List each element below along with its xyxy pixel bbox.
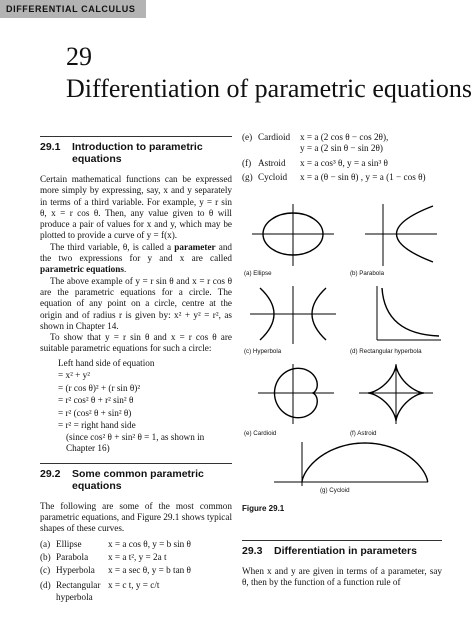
proof-line: = x² + y² — [58, 370, 90, 381]
curve-item: (b) Parabola x = a t², y = 2a t — [40, 551, 167, 562]
curve-item: (a) Ellipse x = a cos θ, y = b sin θ — [40, 538, 191, 549]
curve-item: (d) Rectangular x = c t, y = c/t — [40, 580, 160, 591]
section-29-3-heading — [242, 545, 442, 557]
section-title — [72, 141, 203, 165]
section-29-1-heading — [40, 141, 232, 165]
caption-cardioid: (e) Cardioid — [244, 430, 277, 437]
circle-proof — [40, 358, 232, 455]
section-title-line2: equations — [72, 479, 122, 492]
caption-astroid: (f) Astroid — [350, 430, 377, 437]
running-header: DIFFERENTIAL CALCULUS — [0, 0, 146, 18]
astroid-diagram — [345, 360, 445, 426]
curve-item-continued: y = a (2 sin θ − sin 2θ) — [300, 143, 383, 154]
curve-item: (g) Cycloid x = a (θ − sin θ) , y = a (1 − cos θ) — [242, 171, 426, 182]
caption-hyperbola: (c) Hyperbola — [244, 348, 282, 355]
figure-label: Figure 29.1 — [242, 504, 285, 513]
proof-line: (since cos² θ + sin² θ = 1, as shown in — [66, 432, 205, 443]
section-29-3 — [242, 540, 442, 589]
section-title-line2: equations — [72, 153, 122, 165]
proof-line: = r² (cos² θ + sin² θ) — [58, 407, 132, 418]
cycloid-diagram — [262, 440, 432, 486]
paragraph: The following are some of the most common parametric equations, and Figure 29.1 shows typical shapes of these curves. — [40, 500, 232, 534]
left-column — [40, 136, 232, 603]
curve-item: (e) Cardioid x = a (2 cos θ − cos 2θ), — [242, 132, 389, 142]
section-rule — [242, 540, 442, 541]
proof-line: Left hand side of equation — [58, 357, 155, 368]
caption-rectangular-hyperbola: (d) Rectangular hyperbola — [350, 348, 422, 355]
ellipse-diagram — [242, 200, 342, 268]
caption-cycloid: (g) Cycloid — [320, 487, 350, 494]
chapter-title: Differentiation of parametric equations — [66, 74, 472, 103]
curve-item: (f) Astroid x = a cos³ θ, y = a sin³ θ — [242, 157, 388, 168]
chapter-number: 29 — [66, 42, 92, 71]
proof-line: Chapter 16) — [66, 443, 110, 454]
paragraph: When x and y are given in terms of a parameter, say θ, then by the function of a function rule of — [242, 566, 442, 588]
section-title-line1: Introduction to parametric — [72, 141, 203, 153]
section-rule — [40, 136, 232, 137]
paragraph: To show that y = r sin θ and x = r cos θ are suitable parametric equations for such a circle: — [40, 332, 232, 354]
right-column — [242, 132, 442, 183]
term-parametric-equations: parametric equations — [40, 264, 124, 275]
proof-line: = r² = right hand side — [58, 420, 136, 431]
cardioid-diagram — [242, 360, 342, 426]
curve-list — [40, 539, 232, 603]
paragraph: The above example of y = r sin θ and x = r cos θ are the parametric equations for a circle. The equation of any point on a circle, centre at the origin and of radius r is given by: x² + y² = r², as shown in Chapter 14. — [40, 275, 232, 331]
cycloid-curve — [302, 443, 428, 482]
caption-parabola: (b) Parabola — [350, 270, 385, 277]
rectangular-hyperbola-curve — [382, 288, 439, 336]
section-title-line1: Some common parametric — [72, 467, 204, 480]
section-rule — [40, 463, 232, 464]
curve-item: (c) Hyperbola x = a sec θ, y = b tan θ — [40, 565, 191, 576]
section-title — [72, 468, 204, 492]
section-number: 29.3 — [242, 545, 263, 557]
curve-item-continued: hyperbola — [56, 591, 93, 602]
section-title: Differentiation in parameters — [274, 545, 417, 557]
rectangular-hyperbola-diagram — [345, 282, 445, 346]
section-number: 29.1 — [40, 141, 61, 153]
parabola-diagram — [345, 200, 445, 268]
caption-ellipse: (a) Ellipse — [244, 270, 272, 277]
term-parameter: parameter — [174, 241, 216, 252]
section-number: 29.2 — [40, 467, 61, 480]
proof-line: = (r cos θ)² + (r sin θ)² — [58, 382, 141, 393]
proof-line: = r² cos² θ + r² sin² θ — [58, 395, 134, 406]
hyperbola-diagram — [242, 282, 342, 346]
paragraph: The third variable, θ, is called a parameter and the two expressions for y and x are called parametric equations. — [40, 241, 233, 275]
section-29-2-heading — [40, 468, 232, 492]
paragraph: Certain mathematical functions can be expressed more simply by expressing, say, x and y separately in terms of a third variable. For example, y = r sin θ, x = r cos θ. Then, any value given to θ will produce a pair of values for x and y, which may be plotted to provide a curve of y = f(x). — [40, 174, 232, 241]
